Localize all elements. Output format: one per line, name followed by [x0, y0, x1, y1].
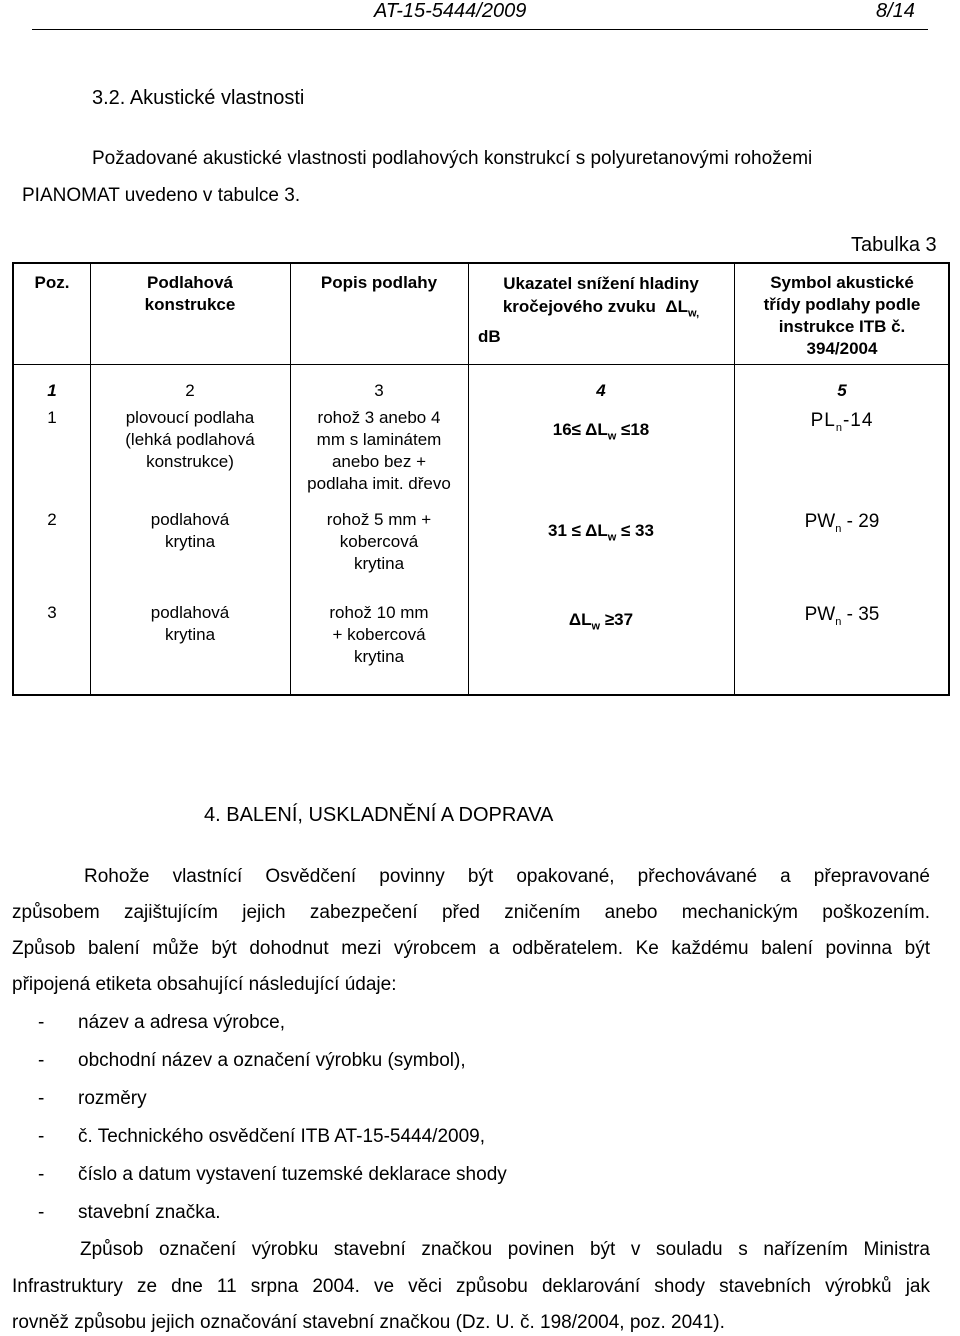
row-1-konstrukce: plovoucí podlaha (lehká podlahová konstrukce) [125, 408, 255, 471]
paragraph-1-line-1: Rohože vlastnící Osvědčení povinny být opakované, přechovávané a přepravované [84, 866, 930, 887]
header-ukazatel: Ukazatel snížení hladiny kročejového zvuku $\Delta L_{w,}$ dB [478, 274, 700, 347]
row-2-poz: 2 [47, 510, 57, 529]
row-3-poz: 3 [47, 603, 57, 622]
document-id: AT-15-5444/2009 [374, 0, 527, 22]
row-2-popis: rohož 5 mm + kobercová krytina [326, 510, 432, 573]
row-3-konstrukce: podlahová krytina [150, 603, 230, 644]
row-2-konstrukce: podlahová krytina [150, 510, 230, 551]
row-1-ukazatel: $16\le \Delta L_w \le 18$ [552, 420, 650, 443]
list-dash: - [38, 1050, 45, 1071]
row-1-popis: rohož 3 anebo 4 mm s laminátem anebo bez + podlaha imit. dřevo [307, 408, 451, 493]
paragraph-1-line-3: Způsob balení může být dohodnut mezi výrobcem a odběratelem. Ke každému balení povinna být [12, 938, 930, 959]
paragraph-2-line-1: Způsob označení výrobku stavební značkou povinen být v souladu s nařízením Ministra [80, 1239, 930, 1260]
row-2-symbol: $PW_n - 29$ [804, 511, 880, 535]
col-number-2: 2 [185, 381, 195, 400]
header-poz: Poz. [34, 273, 70, 292]
header-konstrukce: Podlahová konstrukce [144, 273, 236, 314]
paragraph-1-line-4: připojená etiketa obsahující následující údaje: [12, 974, 397, 995]
intro-line-2: PIANOMAT uvedeno v tabulce 3. [22, 185, 301, 206]
list-item: číslo a datum vystavení tuzemské deklarace shody [78, 1164, 507, 1185]
paragraph-1-line-2: způsobem zajištujícím jejich zabezpečení před zničením anebo mechanickým poškozením. [12, 902, 930, 923]
row-3-ukazatel: $\Delta L_w \ge 37$ [568, 610, 634, 633]
row-1-poz: 1 [47, 408, 57, 427]
row-3-symbol: $PW_n - 35$ [804, 604, 880, 628]
paragraph-2-line-3: rovněž způsobu jejich označování stavební značkou (Dz. U. č. 198/2004, poz. 2041). [12, 1312, 725, 1333]
table-caption: Tabulka 3 [851, 234, 937, 256]
list-dash: - [38, 1164, 45, 1185]
list-dash: - [38, 1012, 45, 1033]
header-symbol: Symbol akustické třídy podlahy podle instrukce ITB č. 394/2004 [763, 273, 921, 358]
list-dash: - [38, 1088, 45, 1109]
list-dash: - [38, 1202, 45, 1223]
row-3-popis: rohož 10 mm + kobercová krytina [329, 603, 429, 666]
section-title: 3.2. Akustické vlastnosti [92, 87, 305, 109]
intro-line-1: Požadované akustické vlastnosti podlahových konstrukcí s polyuretanovými rohožemi [92, 148, 813, 169]
list-item: stavební značka. [78, 1202, 221, 1223]
header-rule [32, 29, 928, 30]
header-popis: Popis podlahy [320, 273, 438, 292]
row-1-symbol: $PL_n-14$ [810, 410, 874, 434]
paragraph-2-line-2: Infrastruktury ze dne 11 srpna 2004. ve věci způsobu deklarování shody stavebních výrobků jak [12, 1276, 930, 1297]
acoustic-table [12, 262, 950, 696]
row-2-ukazatel: $31 \le \Delta L_w \le 33$ [548, 521, 654, 544]
list-item: obchodní název a označení výrobku (symbol), [78, 1050, 466, 1071]
col-number-1: 1 [47, 381, 57, 400]
list-item: rozměry [78, 1088, 147, 1109]
col-number-3: 3 [374, 381, 384, 400]
list-dash: - [38, 1126, 45, 1147]
section-4-title: 4. BALENÍ, USKLADNĚNÍ A DOPRAVA [204, 804, 554, 826]
col-number-5: 5 [837, 381, 847, 400]
page-number: 8/14 [876, 0, 915, 22]
col-number-4: 4 [596, 381, 606, 400]
list-item: č. Technického osvědčení ITB AT-15-5444/2009, [78, 1126, 485, 1147]
table-header-rule [14, 364, 948, 365]
list-item: název a adresa výrobce, [78, 1012, 286, 1033]
